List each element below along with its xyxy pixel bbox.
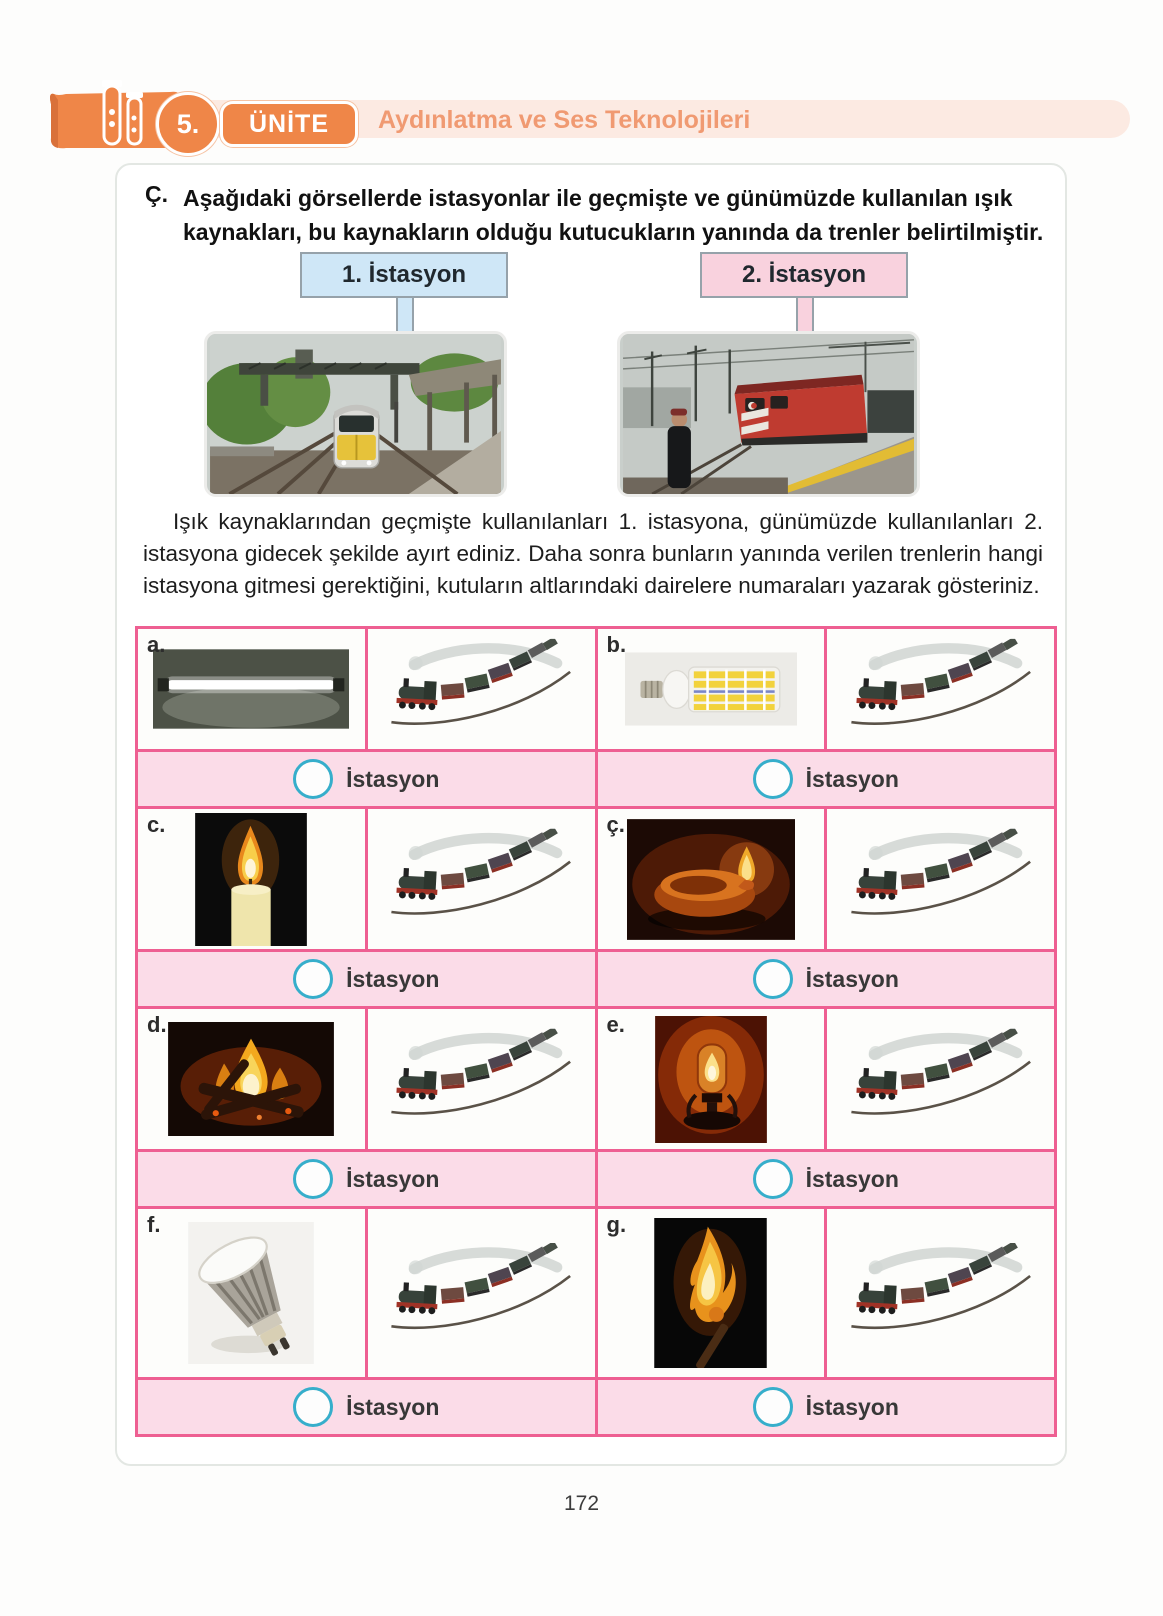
item-f <box>138 1209 595 1434</box>
item-g <box>598 1209 1055 1434</box>
train-cell-g <box>827 1209 1054 1377</box>
light-cell-a <box>138 629 365 749</box>
item-label: d. <box>147 1012 167 1037</box>
question-text: Aşağıdaki görsellerde istasyonlar ile geçmişte ve günümüzde kullanılan ışık kaynakları, bu kaynakların olduğu kutucukların yanında da trenler belirtilmiştir. <box>183 185 1044 246</box>
answer-row-d <box>138 1152 595 1206</box>
answer-label: İstasyon <box>346 965 440 992</box>
train-cell-c-cedilla <box>827 809 1054 949</box>
toy-steam-train-image <box>381 1219 581 1367</box>
item-d <box>138 1009 595 1206</box>
train-cell-c <box>368 809 595 949</box>
red-locomotive-station-image <box>620 334 917 494</box>
toy-steam-train-image <box>381 636 581 742</box>
unit-label-pill <box>220 101 358 147</box>
toy-steam-train-image <box>381 1017 581 1140</box>
item-c-cedilla <box>598 809 1055 1006</box>
item-label: a. <box>147 632 166 657</box>
answer-label: İstasyon <box>805 1393 899 1420</box>
light-cell-g <box>598 1209 825 1377</box>
item-label: ç. <box>606 812 625 837</box>
unit-number-badge <box>156 92 220 156</box>
toy-steam-train-image <box>841 817 1041 940</box>
answer-label: İstasyon <box>346 765 440 792</box>
item-e <box>598 1009 1055 1206</box>
unit-label: ÜNİTE <box>249 109 329 138</box>
station-2-text: 2. İstasyon <box>741 261 867 288</box>
answer-circle[interactable] <box>293 759 333 799</box>
answer-row-c <box>138 952 595 1006</box>
campfire-image <box>168 1022 334 1136</box>
unit-number: 5. <box>176 108 200 139</box>
item-c <box>138 809 595 1006</box>
station-1-stem <box>396 298 414 334</box>
answer-row-b <box>598 752 1055 806</box>
answer-row-g <box>598 1380 1055 1434</box>
answer-circle[interactable] <box>753 1387 793 1427</box>
answer-circle[interactable] <box>753 959 793 999</box>
station-1-label <box>300 252 508 298</box>
light-cell-e <box>598 1009 825 1149</box>
station-2-photo <box>617 331 920 497</box>
led-spot-bulb-image <box>188 1222 314 1364</box>
answer-label: İstasyon <box>805 965 899 992</box>
train-cell-b <box>827 629 1054 749</box>
answer-label: İstasyon <box>805 765 899 792</box>
question-marker: Ç. <box>145 181 168 207</box>
item-label: c. <box>147 812 166 837</box>
item-label: e. <box>606 1012 625 1037</box>
led-corn-bulb-image <box>625 652 797 726</box>
answer-circle[interactable] <box>753 759 793 799</box>
station-2-stem <box>796 298 814 334</box>
modern-train-station-image <box>207 334 504 494</box>
item-label: b. <box>606 632 627 657</box>
answer-row-c-cedilla <box>598 952 1055 1006</box>
light-cell-b <box>598 629 825 749</box>
train-cell-a <box>368 629 595 749</box>
answer-label: İstasyon <box>805 1165 899 1192</box>
light-cell-d <box>138 1009 365 1149</box>
toy-steam-train-image <box>381 817 581 940</box>
candle-image <box>195 813 307 946</box>
train-cell-f <box>368 1209 595 1377</box>
item-label: f. <box>147 1212 161 1237</box>
answer-row-e <box>598 1152 1055 1206</box>
item-label: g. <box>606 1212 627 1237</box>
unit-title: Aydınlatma ve Ses Teknolojileri <box>378 106 751 134</box>
answer-row-a <box>138 752 595 806</box>
train-cell-e <box>827 1009 1054 1149</box>
toy-steam-train-image <box>841 636 1041 742</box>
kerosene-gas-lamp-image <box>655 1016 767 1143</box>
station-1-text: 1. İstasyon <box>341 261 467 288</box>
page-number: 172 <box>563 1492 600 1515</box>
toy-steam-train-image <box>841 1219 1041 1367</box>
station-1-photo <box>204 331 507 497</box>
toy-steam-train-image <box>841 1017 1041 1140</box>
answer-circle[interactable] <box>753 1159 793 1199</box>
clay-oil-lamp-image <box>627 819 795 940</box>
answer-circle[interactable] <box>293 959 333 999</box>
answer-row-f <box>138 1380 595 1434</box>
item-a <box>138 629 595 806</box>
answer-circle[interactable] <box>293 1159 333 1199</box>
train-cell-d <box>368 1009 595 1149</box>
light-cell-c <box>138 809 365 949</box>
answer-circle[interactable] <box>293 1387 333 1427</box>
exercise-grid <box>135 626 1057 1437</box>
fluorescent-tube-image <box>153 649 349 729</box>
item-b <box>598 629 1055 806</box>
answer-label: İstasyon <box>346 1165 440 1192</box>
instruction-text: Işık kaynaklarından geçmişte kullanılanları 1. istasyona, günümüzde kullanılanları 2. istasyona gidecek şekilde ayırt ediniz. Daha sonra bunların yanında verilen trenlerin hangi istasyona gitmesi gerektiğini, kutuların altlarındaki dairelere numaraları yazarak gösteriniz. <box>143 509 1043 599</box>
station-2-label <box>700 252 908 298</box>
torch-flame-image <box>654 1218 767 1368</box>
answer-label: İstasyon <box>346 1393 440 1420</box>
light-cell-c-cedilla <box>598 809 825 949</box>
light-cell-f <box>138 1209 365 1377</box>
